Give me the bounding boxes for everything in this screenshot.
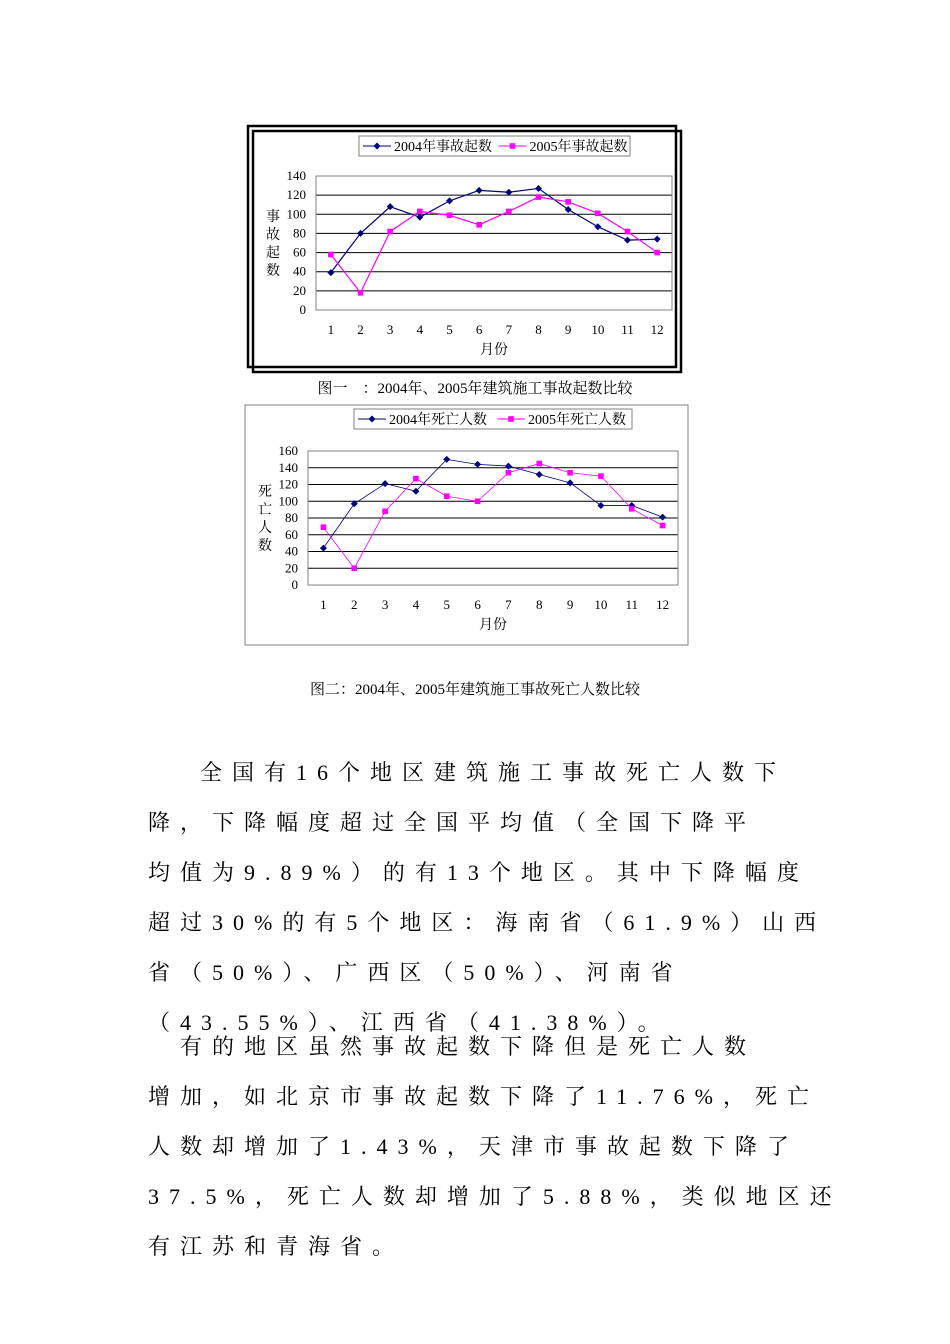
y-tick-label: 80 bbox=[293, 225, 306, 241]
data-point-2 bbox=[351, 565, 357, 571]
paragraph-line: 省（50%）、广西区（50%）、河南省 bbox=[148, 960, 683, 985]
legend-label: 2004年死亡人数 bbox=[389, 413, 487, 428]
x-tick-label: 7 bbox=[505, 597, 512, 612]
x-tick-label: 10 bbox=[594, 597, 608, 612]
paragraph-line: 人数却增加了1.43%，天津市事故起数下降了 bbox=[148, 1134, 799, 1159]
x-tick-label: 10 bbox=[591, 322, 605, 337]
y-tick-label: 20 bbox=[293, 282, 306, 298]
x-tick-label: 3 bbox=[381, 597, 389, 612]
paragraph-line: 均值为9.89%）的有13个地区。其中下降幅度 bbox=[148, 860, 809, 885]
paragraph-line: 37.5%，死亡人数却增加了5.88%，类似地区还 bbox=[148, 1184, 842, 1209]
x-tick-label: 1 bbox=[327, 322, 335, 337]
data-point-2 bbox=[476, 222, 482, 228]
x-tick-label: 2 bbox=[351, 597, 358, 612]
data-point-2 bbox=[506, 470, 512, 476]
y-tick-label: 160 bbox=[278, 443, 298, 458]
data-point-2 bbox=[382, 509, 388, 515]
data-point-2 bbox=[475, 498, 481, 504]
figure2-caption: 图二：2004年、2005年建筑施工事故死亡人数比较 bbox=[309, 682, 640, 698]
paragraph-line: 降，下降幅度超过全国平均值（全国下降平 bbox=[148, 810, 757, 835]
legend-marker bbox=[510, 143, 516, 149]
legend-label: 2005年死亡人数 bbox=[528, 413, 626, 428]
paragraph-line: 有的地区虽然事故起数下降但是死亡人数 bbox=[180, 1034, 757, 1059]
data-point-2 bbox=[328, 252, 334, 258]
x-tick-label: 5 bbox=[446, 322, 453, 337]
x-tick-label: 8 bbox=[535, 322, 542, 337]
y-tick-label: 0 bbox=[299, 302, 306, 317]
x-tick-label: 7 bbox=[505, 322, 513, 337]
data-point-2 bbox=[536, 194, 542, 200]
data-point-2 bbox=[444, 493, 450, 499]
data-point-2 bbox=[660, 523, 666, 529]
data-point-2 bbox=[358, 290, 364, 296]
x-tick-label: 12 bbox=[650, 322, 664, 337]
paragraph-1 bbox=[148, 748, 827, 1048]
legend-label: 2004年事故起数 bbox=[394, 140, 492, 155]
paragraph-line: 有江苏和青海省。 bbox=[148, 1234, 405, 1259]
x-tick-label: 9 bbox=[564, 322, 572, 337]
y-tick-label: 40 bbox=[285, 543, 298, 559]
data-point-2 bbox=[413, 476, 419, 482]
paragraph-line: 超过30%的有5个地区：海南省（61.9%）山西 bbox=[148, 910, 827, 935]
x-tick-label: 5 bbox=[443, 597, 450, 612]
y-tick-label: 100 bbox=[286, 206, 306, 222]
data-point-2 bbox=[417, 209, 423, 215]
paragraph-2 bbox=[148, 1022, 842, 1272]
y-tick-label: 40 bbox=[293, 263, 306, 279]
y-axis-label: 死亡人数 bbox=[258, 485, 272, 554]
x-tick-label: 2 bbox=[357, 322, 364, 337]
legend-marker bbox=[508, 416, 514, 422]
x-axis-label: 月份 bbox=[479, 618, 507, 633]
y-tick-label: 80 bbox=[285, 510, 298, 525]
y-tick-label: 0 bbox=[291, 577, 298, 592]
x-tick-label: 6 bbox=[474, 597, 481, 612]
y-tick-label: 60 bbox=[293, 244, 306, 260]
data-point-2 bbox=[629, 506, 635, 512]
data-point-2 bbox=[625, 229, 631, 235]
y-tick-label: 20 bbox=[285, 560, 298, 576]
data-point-2 bbox=[321, 524, 327, 530]
x-axis-label: 月份 bbox=[480, 343, 508, 358]
x-tick-label: 4 bbox=[412, 597, 420, 612]
y-tick-label: 120 bbox=[286, 187, 306, 203]
y-tick-label: 60 bbox=[285, 526, 298, 542]
data-point-2 bbox=[536, 461, 542, 467]
x-tick-label: 1 bbox=[320, 597, 327, 612]
chart2-frame bbox=[245, 405, 688, 645]
y-axis-label: 事故起数 bbox=[266, 210, 280, 279]
x-tick-label: 4 bbox=[416, 322, 424, 337]
data-point-2 bbox=[598, 473, 604, 479]
x-tick-label: 9 bbox=[566, 597, 574, 612]
chart1-outer-frame bbox=[248, 126, 676, 367]
x-tick-label: 12 bbox=[656, 597, 670, 612]
paragraph-line: （43.55%）、江西省（41.38%）。 bbox=[148, 1010, 670, 1035]
legend-label: 2005年事故起数 bbox=[529, 140, 628, 155]
x-tick-label: 11 bbox=[625, 597, 639, 612]
x-tick-label: 8 bbox=[536, 597, 543, 612]
y-tick-label: 140 bbox=[286, 168, 306, 183]
data-point-2 bbox=[387, 229, 393, 235]
data-point-2 bbox=[506, 209, 512, 215]
figure1-caption: 图一 ：2004年、2005年建筑施工事故起数比较 bbox=[317, 381, 633, 397]
data-point-2 bbox=[595, 211, 601, 217]
paragraph-line: 增加，如北京市事故起数下降了11.76%，死亡 bbox=[148, 1084, 820, 1109]
x-tick-label: 11 bbox=[621, 322, 634, 337]
y-tick-label: 140 bbox=[278, 459, 298, 475]
x-tick-label: 3 bbox=[386, 322, 394, 337]
data-point-2 bbox=[654, 250, 660, 256]
y-tick-label: 100 bbox=[278, 493, 298, 509]
paragraph-line: 全国有16个地区建筑施工事故死亡人数下 bbox=[200, 760, 787, 785]
data-point-2 bbox=[447, 212, 453, 218]
x-tick-label: 6 bbox=[475, 322, 483, 337]
data-point-2 bbox=[567, 470, 573, 476]
y-tick-label: 120 bbox=[278, 476, 298, 492]
data-point-2 bbox=[565, 199, 571, 205]
